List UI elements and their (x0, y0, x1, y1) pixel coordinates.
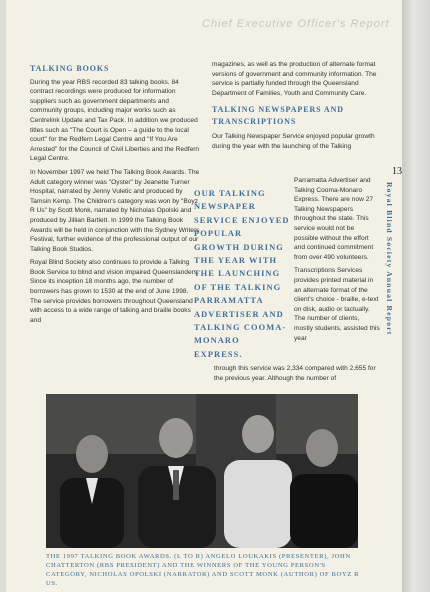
narrow-column (294, 176, 380, 347)
talking-books-section (30, 64, 200, 329)
right-column-top (212, 60, 382, 156)
talking-newspapers-continued: Parramatta Advertiser and Talking Cooma-Monaro Express. There are now 27 Talking Newspapers throughout the state. This service would not be possible without the effort and continued commitment from over 490 volunteers. (294, 177, 374, 261)
document-page (6, 0, 402, 592)
running-header: Chief Executive Officer's Report (202, 18, 390, 30)
queensland-service-paragraph: magazines, as well as the production of alternate format versions of government and community information. The service is partially funded through the Queensland Department of Families, Youth and Community Care. (212, 61, 377, 97)
talking-books-paragraph-3: Royal Blind Society also continues to provide a Talking Book Service to blind and vision impaired Queenslanders. Since its inception 18 months ago, the number of borrowers has grown to 1530 at the end of June 1998. The service provides borrowers throughout Queensland with access to a wide range of talking and braille books and (30, 259, 199, 324)
transcriptions-tail-text: through this service was 2,334 compared with 2,655 for the previous year. Although the number of (214, 365, 376, 382)
vertical-report-title: Royal Blind Society Annual Report (385, 182, 394, 336)
pull-quote: OUR TALKING NEWSPAPER SERVICE ENJOYED POPULAR GROWTH DURING THE YEAR WITH THE LAUNCHING OF THE TALKING PARRAMATTA ADVERTISER AND TALKING COOMA-MONARO EXPRESS. (194, 189, 290, 359)
talking-books-paragraph-1: During the year RBS recorded 83 talking books. 84 contract recordings were produced for information suppliers such as government departments and community groups, including major works such as Centrelink Update and Tax Pack. In addition we produced titles such as "The Court is Open – a guide to the local court" for the Redfern Legal Centre and "If You Are Arrested" for the Council of Civil Liberties and the Redfern Legal Centre. (30, 78, 200, 163)
talking-newspapers-heading: TALKING NEWSPAPERS AND TRANSCRIPTIONS (212, 105, 344, 127)
transcriptions-tail (214, 364, 380, 387)
photo-caption: THE 1997 TALKING BOOK AWARDS. (L TO R) ANGELO LOUKAKIS (PRESENTER), JOHN CHATTERTON (RBS PRESIDENT) AND THE WINNERS OF THE YOUNG PERSON'S CATEGORY, NICHOLAS OPOLSKI (NARRATOR) AND SCOTT MONK (AUTHOR) OF BOYZ R US. (46, 553, 360, 587)
awards-photo (46, 394, 358, 548)
talking-books-heading: TALKING BOOKS (30, 64, 110, 73)
talking-newspapers-intro: Our Talking Newspaper Service enjoyed popular growth during the year with the launching of the Talking (212, 133, 375, 150)
talking-books-paragraph-2: In November 1997 we held The Talking Book Awards. The Adult category winner was "Oyster" by Jeanette Turner Hospital, narrated by Jenny Vuletic and produced by Tamsin Kemp. The Children's category was won by "Boyz R Us" by Scott Monk, narrated by Nicholas Opolski and produced by Jillian Bartlett. In 1999 the Talking Book Awards will be held in conjunction with the Sydney Writers Festival, further evidence of the professional output of our Talking Book Studios. (30, 168, 200, 253)
transcriptions-paragraph: Transcriptions Services provides printed material in an alternate format of the client's choice - braille, e-text on disk, audio or tactually. The number of clients, mostly students, assisted this year (294, 267, 380, 342)
page-edge (402, 0, 430, 592)
page-number: 13 (392, 166, 402, 177)
awards-photo-illustration (46, 394, 358, 548)
